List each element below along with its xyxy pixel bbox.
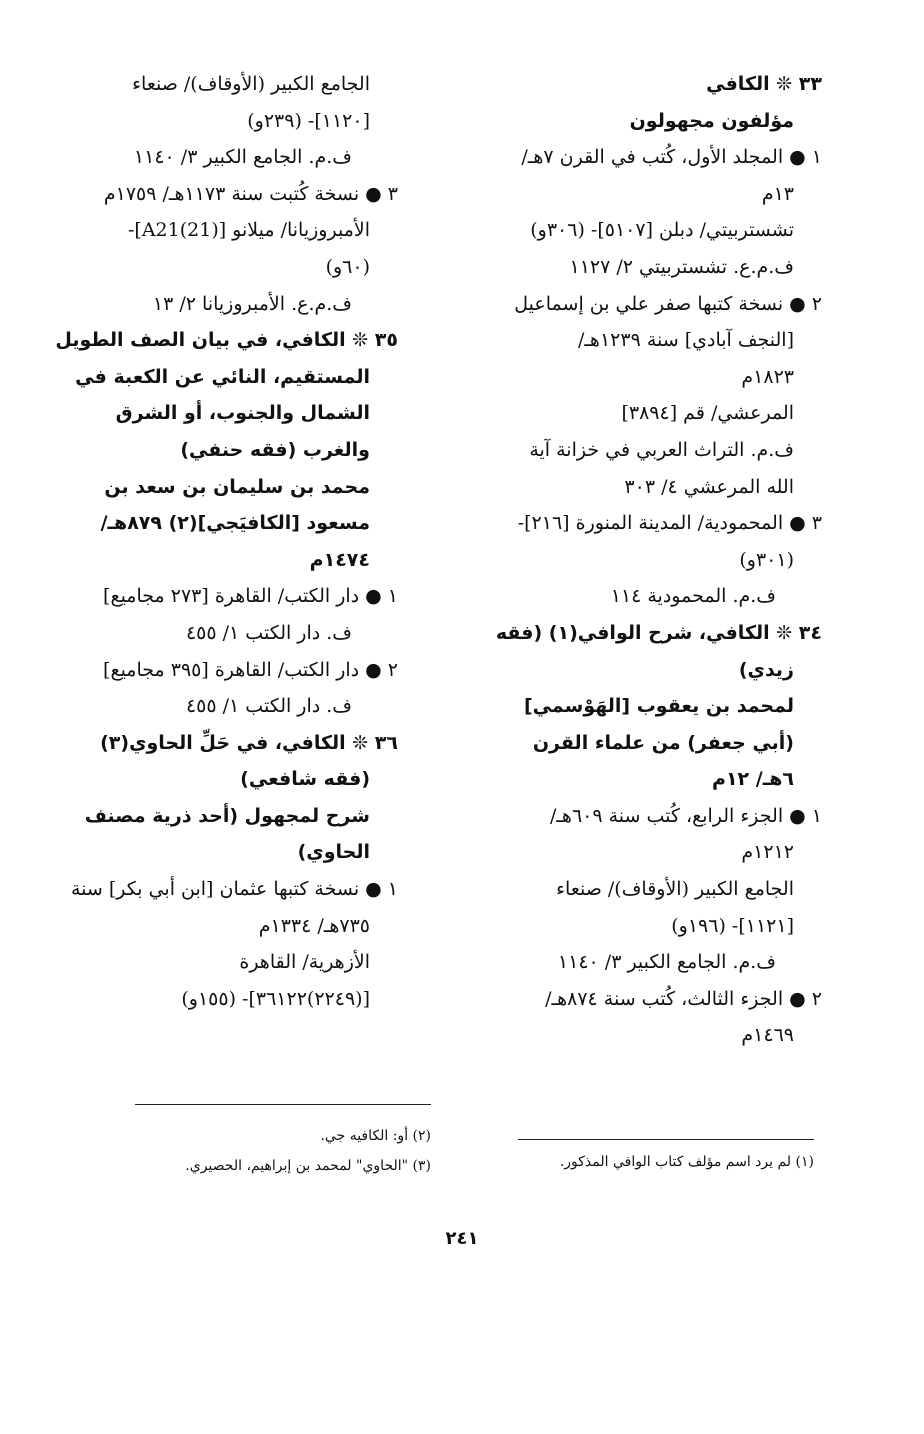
right-column-line: الله المرعشي ٤/ ٣٠٣ [624, 475, 794, 498]
right-column-line: ٣٤ ❊ الكافي، شرح الوافي(١) (فقه [495, 621, 822, 644]
left-column-line: ٣٥ ❊ الكافي، في بيان الصف الطويل [55, 329, 398, 352]
right-column-line: [١١٢١]- (١٩٦و) [671, 914, 794, 937]
right-column-line: ١٢١٢م [741, 841, 794, 864]
left-column-line: ف. دار الكتب ١/ ٤٥٥ [185, 621, 352, 644]
left-column-line: شرح لمجهول (أحد ذرية مصنف [84, 804, 370, 827]
left-column-line: (٦٠و) [325, 255, 370, 278]
right-column-line: ف.م. المحمودية ١١٤ [610, 585, 776, 608]
left-column-line: ٧٣٥هـ/ ١٣٣٤م [258, 914, 370, 937]
left-column-line: [١١٢٠]- (٢٣٩و) [247, 109, 370, 132]
right-column-line: ١٤٦٩م [741, 1024, 794, 1047]
left-column-line: المستقيم، النائي عن الكعبة في [75, 365, 370, 388]
left-column-line: الجامع الكبير (الأوقاف)/ صنعاء [132, 73, 370, 95]
right-column-line: [النجف آبادي] سنة ١٢٣٩هـ/ [577, 329, 794, 352]
left-column-line: مسعود [الكافيَجي](٢) ٨٧٩هـ/ [100, 512, 370, 535]
left-column-line: الحاوي) [297, 841, 370, 864]
left-column-line: محمد بن سليمان بن سعد بن [104, 475, 370, 498]
right-column-line: ١٨٢٣م [741, 365, 794, 388]
footnote-separator-right [518, 1139, 814, 1140]
right-column-line: ف.م. التراث العربي في خزانة آية [529, 438, 794, 461]
right-column-line: مؤلفون مجهولون [629, 109, 794, 132]
right-column-line: ف.م.ع. تشستربيتي ٢/ ١١٢٧ [569, 255, 794, 278]
right-column-line: ٦هـ/ ١٢م [712, 768, 794, 791]
right-column-line: ٣٣ ❊ الكافي [706, 73, 822, 95]
footnote-left-1: (٢) أو: الكافيه جي. [320, 1128, 431, 1144]
left-column-line: ١ ● دار الكتب/ القاهرة [٢٧٣ مجاميع] [103, 585, 398, 608]
left-column-line: (فقه شافعي) [240, 768, 370, 791]
left-column-line: ف. دار الكتب ١/ ٤٥٥ [185, 695, 352, 718]
right-column-line: الجامع الكبير (الأوقاف)/ صنعاء [556, 878, 794, 901]
right-column-line: زيدي) [738, 658, 794, 681]
right-column-line: (٣٠١و) [739, 548, 794, 571]
left-column-line: الشمال والجنوب، أو الشرق [115, 402, 370, 425]
left-column-line: ٣ ● نسخة كُتبت سنة ١١٧٣هـ/ ١٧٥٩م [103, 182, 398, 205]
right-column-line: ٢ ● نسخة كتبها صفر علي بن إسماعيل [514, 292, 822, 315]
left-column-line: الأمبروزيانا/ ميلانو [A21(21)]- [127, 219, 370, 242]
footnote-separator-left [135, 1104, 431, 1105]
left-column-line: ف.م.ع. الأمبروزيانا ٢/ ١٣ [152, 292, 352, 315]
left-column-line: ٢ ● دار الكتب/ القاهرة [٣٩٥ مجاميع] [103, 658, 398, 681]
right-column [480, 66, 822, 1054]
right-column-line: ١ ● الجزء الرابع، كُتب سنة ٦٠٩هـ/ [549, 804, 822, 827]
right-column-line: ٣ ● المحمودية/ المدينة المنورة [٢١٦]- [517, 512, 822, 535]
left-column [55, 66, 398, 1017]
right-column-line: لمحمد بن يعقوب [الهَوْسمي] [523, 695, 794, 718]
right-column-line: تشستربيتي/ دبلن [٥١٠٧]- (٣٠٦و) [530, 219, 794, 242]
left-column-line: ١ ● نسخة كتبها عثمان [ابن أبي بكر] سنة [70, 878, 398, 901]
page-number: ٢٤١ [445, 1228, 479, 1249]
right-column-line: ١ ● المجلد الأول، كُتب في القرن ٧هـ/ [521, 146, 822, 169]
right-column-line: ٢ ● الجزء الثالث، كُتب سنة ٨٧٤هـ/ [545, 987, 822, 1010]
left-column-line: والغرب (فقه حنفي) [180, 438, 370, 461]
right-column-line: ١٣م [761, 182, 794, 205]
left-column-line: ٣٦ ❊ الكافي، في حَلِّ الحاوي(٣) [100, 731, 398, 754]
left-column-line: ١٤٧٤م [309, 548, 370, 571]
left-column-line: الأزهرية/ القاهرة [239, 951, 370, 974]
left-column-line: [(٢٢٤٩)٣٦١٢٢]- (١٥٥و) [181, 987, 370, 1010]
footnote-left-2: (٣) "الحاوي" لمحمد بن إبراهيم، الحصيري. [185, 1158, 431, 1174]
right-column-line: (أبي جعفر) من علماء القرن [532, 731, 794, 754]
footnote-right: (١) لم يرد اسم مؤلف كتاب الوافي المذكور. [559, 1154, 814, 1170]
right-column-line: ف.م. الجامع الكبير ٣/ ١١٤٠ [557, 951, 776, 974]
right-column-line: المرعشي/ قم [٣٨٩٤] [621, 402, 794, 425]
left-column-line: ف.م. الجامع الكبير ٣/ ١١٤٠ [133, 146, 352, 169]
